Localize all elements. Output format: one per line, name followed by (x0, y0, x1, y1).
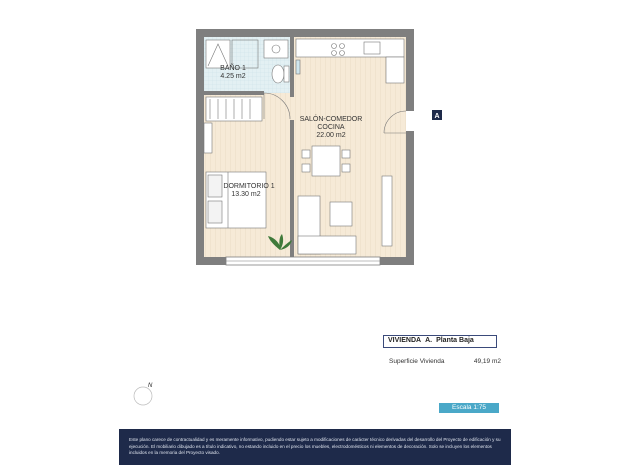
living-name-2: COCINA (317, 124, 345, 131)
bed-area: 13.30 m2 (231, 191, 261, 198)
area-value: 49,19 m2 (473, 358, 501, 365)
unit-code: A. (425, 337, 433, 344)
living-name-1: SALÓN-COMEDOR (299, 116, 363, 123)
compass-label: N (148, 383, 153, 389)
area-row (389, 358, 501, 365)
scale-badge: Escala 1:75 (439, 403, 499, 413)
compass-icon (129, 380, 157, 408)
area-label: Superficie Vivienda (389, 358, 445, 365)
unit-title: VIVIENDA (388, 337, 422, 344)
bath-area: 4.25 m2 (220, 73, 246, 80)
bed-name: DORMITORIO 1 (223, 183, 275, 190)
disclaimer-footer: Este plano carece de contractualidad y es meramente informativo, pudiendo estar sujeto a modificaciones de carácter técnico derivadas del desarrollo del Proyecto de edificación y su ejecución. El mobiliario dibujado es a título indicativo, no estando incluido en el precio los muebles, electrodomésticos ni elementos de decoración. Solo se incluyen los elementos incluidos en la memoria del Proyecto visado. (119, 429, 511, 465)
living-area: 22.00 m2 (316, 132, 346, 139)
unit-floor: Planta Baja (436, 337, 474, 344)
bed (206, 172, 266, 228)
bath-name: BAÑO 1 (220, 65, 246, 72)
entry-marker: A (434, 113, 440, 120)
unit-title-box (383, 335, 497, 348)
bottom-window (226, 257, 380, 265)
